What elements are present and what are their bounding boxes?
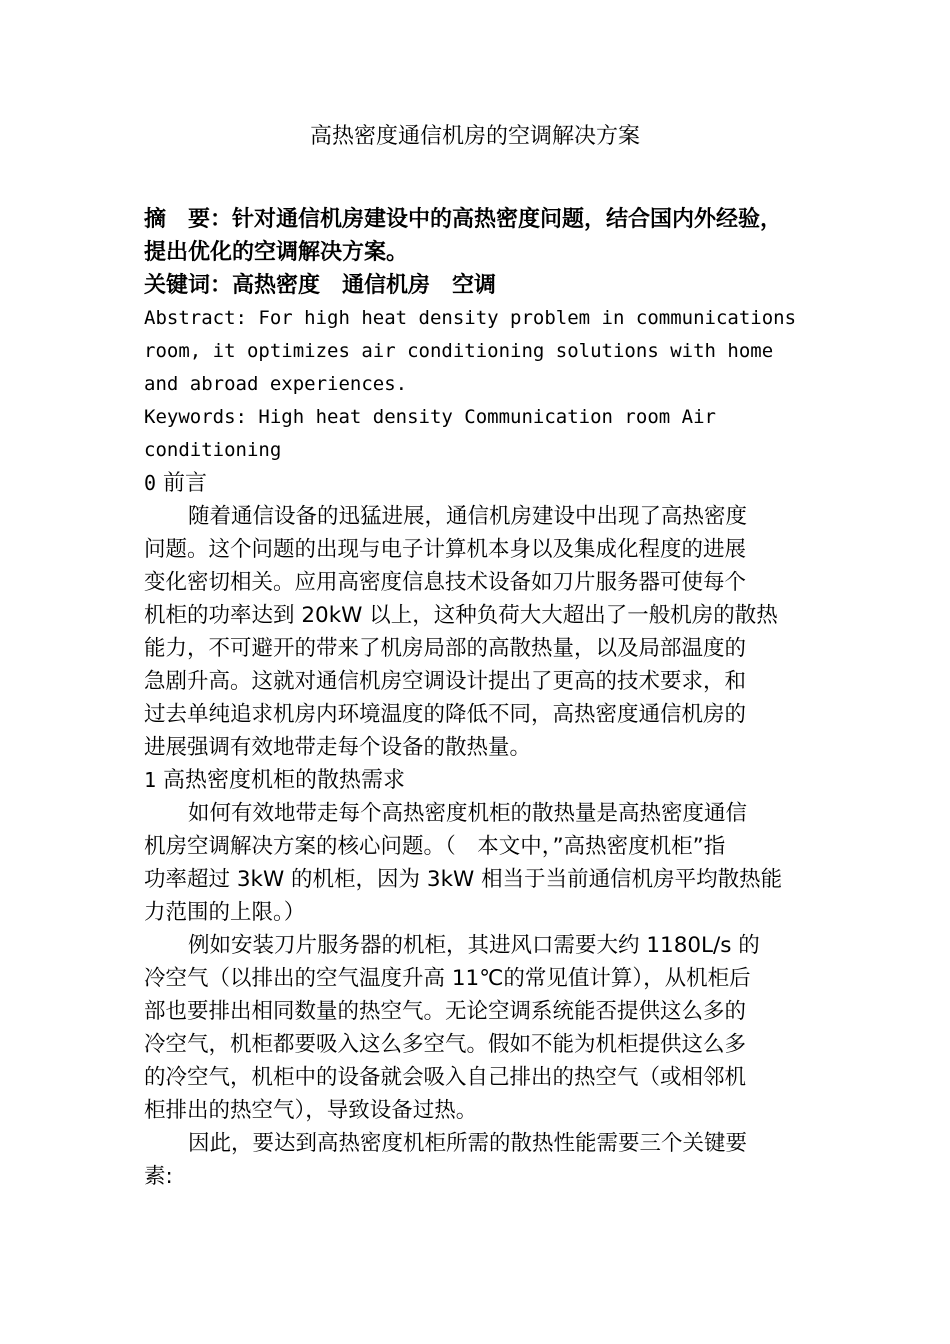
abstract-cn bbox=[144, 203, 806, 302]
abstract-cn-line: 摘 要：针对通信机房建设中的高热密度问题，结合国内外经验， bbox=[144, 207, 783, 232]
paragraph-line: 柜排出的热空气），导致设备过热。 bbox=[144, 1098, 478, 1123]
section-1-paragraph-2 bbox=[144, 1127, 806, 1193]
section-number: 0 bbox=[144, 471, 157, 495]
keywords-cn-line: 关键词：高热密度 通信机房 空调 bbox=[144, 273, 497, 298]
paragraph-line: 进展强调有效地带走每个设备的散热量。 bbox=[144, 735, 532, 760]
abstract-en-line: room, it optimizes air conditioning solutions with home bbox=[144, 340, 774, 362]
paragraph-line: 如何有效地带走每个高热密度机柜的散热量是高热密度通信 bbox=[188, 801, 748, 826]
paragraph-line: 素: bbox=[144, 1164, 173, 1189]
section-heading-1 bbox=[144, 764, 806, 797]
section-1-paragraph-0 bbox=[144, 797, 806, 929]
keywords-en-line: Keywords: High heat density Communication room Air bbox=[144, 406, 716, 428]
section-heading-0 bbox=[144, 467, 806, 500]
section-title: 高热密度机柜的散热需求 bbox=[163, 768, 406, 793]
paragraph-line: 的冷空气，机柜中的设备就会吸入自己排出的热空气（或相邻机 bbox=[144, 1065, 747, 1090]
section-0-paragraph-0 bbox=[144, 500, 806, 764]
abstract-en-line: and abroad experiences. bbox=[144, 373, 408, 395]
paragraph-line: 冷空气（以排出的空气温度升高 11℃的常见值计算），从机柜后 bbox=[144, 966, 751, 991]
document-title: 高热密度通信机房的空调解决方案 bbox=[309, 124, 640, 149]
paragraph-line: 能力，不可避开的带来了机房局部的高散热量，以及局部温度的 bbox=[144, 636, 747, 661]
abstract-en-line: Abstract: For high heat density problem in communications bbox=[144, 307, 797, 329]
section-1-paragraph-1 bbox=[144, 929, 806, 1127]
paragraph-line: 功率超过 3kW 的机柜，因为 3kW 相当于当前通信机房平均散热能 bbox=[144, 867, 783, 892]
paragraph-line: 机房空调解决方案的核心问题。（ 本文中，”高热密度机柜”指 bbox=[144, 834, 726, 859]
paragraph-line: 力范围的上限。） bbox=[144, 900, 306, 925]
abstract-cn-line: 提出优化的空调解决方案。 bbox=[144, 240, 409, 265]
paragraph-line: 急剧升高。这就对通信机房空调设计提出了更高的技术要求，和 bbox=[144, 669, 747, 694]
paragraph-line: 问题。这个问题的出现与电子计算机本身以及集成化程度的进展 bbox=[144, 537, 747, 562]
keywords-en-line: conditioning bbox=[144, 439, 282, 461]
section-number: 1 bbox=[144, 768, 157, 792]
paragraph-line: 随着通信设备的迅猛进展，通信机房建设中出现了高热密度 bbox=[188, 504, 748, 529]
paragraph-line: 机柜的功率达到 20kW 以上，这种负荷大大超出了一般机房的散热 bbox=[144, 603, 778, 628]
paragraph-line: 过去单纯追求机房内环境温度的降低不同，高热密度通信机房的 bbox=[144, 702, 747, 727]
paragraph-line: 例如安装刀片服务器的机柜，其进风口需要大约 1180L/s 的 bbox=[188, 933, 760, 958]
paragraph-line: 部也要排出相同数量的热空气。无论空调系统能否提供这么多的 bbox=[144, 999, 747, 1024]
section-title: 前言 bbox=[163, 471, 208, 496]
paragraph-line: 变化密切相关。应用高密度信息技术设备如刀片服务器可使每个 bbox=[144, 570, 747, 595]
paragraph-line: 冷空气，机柜都要吸入这么多空气。假如不能为机柜提供这么多 bbox=[144, 1032, 747, 1057]
paragraph-line: 因此，要达到高热密度机柜所需的散热性能需要三个关键要 bbox=[188, 1131, 748, 1156]
abstract-en bbox=[144, 302, 806, 467]
